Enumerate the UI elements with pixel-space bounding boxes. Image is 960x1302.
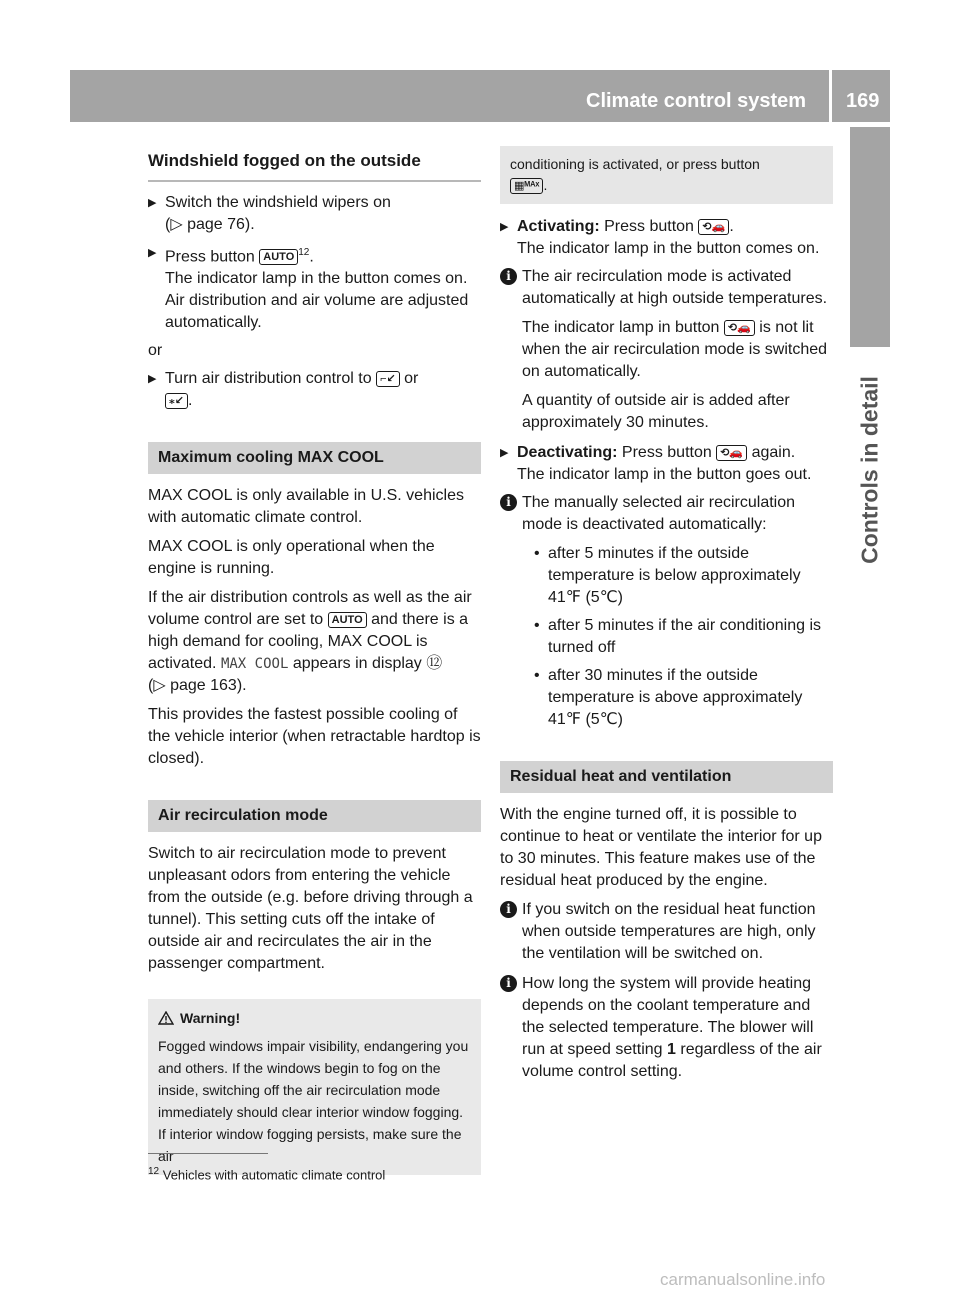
left-column: [148, 150, 481, 1175]
footnote-divider: [148, 1153, 268, 1154]
step-air-distribution: ▶ Turn air distribution control to ⌐↙ or ⁎↙ .: [148, 370, 419, 410]
list-item: • after 5 minutes if the outside temperature is below approximately 41℉ (5℃): [534, 545, 801, 606]
recirculation-icon: ⟲🚗: [698, 219, 729, 235]
max-cool-paragraph: MAX COOL is only available in U.S. vehicles with automatic climate control.: [148, 487, 464, 527]
info-note: i The air recirculation mode is activated automatically at high outside temperatures. The indicator lamp in button ⟲🚗 is not lit when the air recirculation mode is switched on automatically. A quantity of outside air is added after approximately 30 minutes.: [500, 266, 833, 434]
auto-button-icon: AUTO: [259, 249, 298, 265]
info-note: i How long the system will provide heating depends on the coolant temperature and the selected temperature. The blower will run at speed setting 1 regardless of the air volume control setting.: [500, 973, 833, 1083]
warning-text: Fogged windows impair visibility, endangering you and others. If the windows begin to fog on the inside, switching off the air recirculation mode immediately should clear interior window fogging. If interior window fogging persists, make sure the air: [158, 1038, 469, 1165]
footnote: $^{12}$ Vehicles with automatic climate control: [148, 1166, 386, 1183]
step-arrow-icon: ▶: [500, 221, 509, 233]
footnote-marker: 12: [298, 247, 310, 258]
or-label: or: [148, 342, 163, 360]
info-icon: i: [500, 494, 517, 511]
step-wipers: ▶ Switch the windshield wipers on (▷ page 76).: [148, 194, 391, 233]
page-reference[interactable]: (▷ page 163).: [148, 677, 247, 695]
list-item: • after 5 minutes if the air conditioning is turned off: [534, 617, 822, 656]
step-auto: ▶ Press button AUTO $^{12}$. The indicator lamp in the button comes on. Air distribution and air volume are adjusted automatically.: [148, 242, 481, 334]
step-activating: ▶ Activating: Press button ⟲🚗 . The indicator lamp in the button comes on.: [500, 218, 820, 257]
info-icon: i: [500, 901, 517, 918]
windshield-footwell-dual-icon: ⁎↙: [165, 393, 188, 409]
info-icon: i: [500, 268, 517, 285]
max-defrost-icon: ▦ᴹᴬˣ: [510, 178, 543, 194]
section-side-label: Controls in detail: [856, 376, 883, 564]
recirculation-icon: ⟲🚗: [716, 445, 747, 461]
header-divider: [829, 70, 832, 122]
info-note: i If you switch on the residual heat function when outside temperatures are high, only the ventilation will be switched on.: [500, 899, 833, 965]
side-tab: [850, 127, 890, 347]
step-arrow-icon: ▶: [148, 247, 157, 259]
windshield-footwell-icon: ⌐↙: [376, 371, 400, 387]
windshield-heading: Windshield fogged on the outside: [148, 150, 481, 182]
max-cool-paragraph: This provides the fastest possible cooling of the vehicle interior (when retractable hardtop is closed).: [148, 706, 481, 768]
recirculation-heading: Air recirculation mode: [148, 800, 481, 832]
warning-triangle-icon: [158, 1011, 174, 1025]
warning-box: [148, 999, 481, 1175]
page-number: 169: [846, 90, 880, 112]
max-cool-paragraph: MAX COOL is only operational when the engine is running.: [148, 538, 435, 578]
step-arrow-icon: ▶: [148, 373, 157, 386]
warning-continuation: conditioning is activated, or press button ▦ᴹᴬˣ .: [500, 146, 833, 204]
auto-button-icon: AUTO: [328, 612, 367, 628]
chapter-title: Climate control system: [586, 90, 807, 112]
page-reference[interactable]: (▷ page 76).: [165, 216, 255, 233]
step-arrow-icon: ▶: [148, 197, 157, 209]
info-note: i The manually selected air recirculation mode is deactivated automatically: • after 5 minutes if the outside temperature is below approximately 41℉ (5℃) • after 5 minutes if the air conditioning is turned off • after 30 minutes if the outside temperature is above approximately 41℉ (5℃): [500, 492, 833, 731]
recirculation-icon: ⟲🚗: [724, 320, 755, 336]
recirculation-paragraph: Switch to air recirculation mode to prevent unpleasant odors from entering the vehicle from the outside (e.g. before driving through a tunnel). This setting cuts off the intake of outside air and recirculates the air in the passenger compartment.: [148, 845, 473, 973]
info-icon: i: [500, 975, 517, 992]
step-arrow-icon: ▶: [500, 447, 509, 459]
residual-heat-heading: Residual heat and ventilation: [500, 761, 833, 793]
max-cool-heading: Maximum cooling MAX COOL: [148, 442, 481, 474]
list-item: • after 30 minutes if the outside temperature is above approximately 41℉ (5℃): [534, 667, 803, 728]
residual-heat-paragraph: With the engine turned off, it is possible to continue to heat or ventilate the interior for up to 30 minutes. This feature makes use of the residual heat produced by the engine.: [500, 806, 822, 889]
step-deactivating: ▶ Deactivating: Press button ⟲🚗 again. The indicator lamp in the button goes out.: [500, 444, 812, 483]
watermark: carmanualsonline.info: [660, 1270, 826, 1289]
warning-title: Warning!: [180, 1010, 241, 1027]
display-text: MAX COOL: [220, 656, 289, 673]
max-cool-paragraph: If the air distribution controls as well as the air volume control are set to AUTO and there is a high demand for cooling, MAX COOL is activated. MAX COOL appears in display ⑫ (▷ page 163).: [148, 589, 472, 695]
right-column: [500, 150, 833, 1091]
